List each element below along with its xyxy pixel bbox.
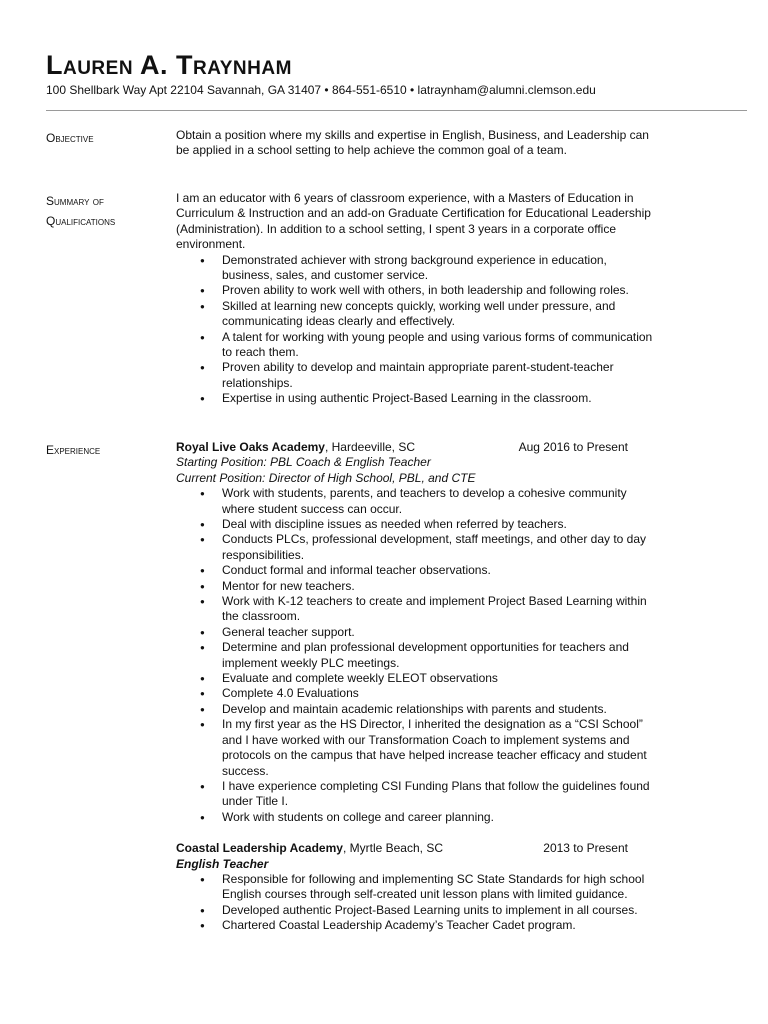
job-organization: Coastal Leadership Academy [176, 841, 343, 856]
summary-heading-line1: Summary of [46, 194, 104, 208]
summary-bullet: ● Expertise in using authentic Project-Based Learning in the classroom. [222, 391, 656, 406]
job-duty: ● Conduct formal and informal teacher observations. [222, 563, 656, 578]
objective-section [176, 128, 656, 159]
job-duty: ● In my first year as the HS Director, I inherited the designation as a “CSI School” and I have worked with our Transformation Coach to implement systems and protocols on the campus that have helped increase teacher efficacy and student success. [222, 717, 656, 779]
job-coastal-leadership [176, 841, 656, 933]
objective-text: Obtain a position where my skills and expertise in English, Business, and Leadership can be applied in a school setting to help achieve the common goal of a team. [176, 128, 649, 158]
summary-heading [46, 193, 166, 229]
job-duty: ● Mentor for new teachers. [222, 579, 656, 594]
job-location: , Hardeeville, SC [324, 440, 416, 454]
experience-heading [46, 442, 166, 458]
summary-bullet: ● Proven ability to work well with others, in both leadership and following roles. [222, 283, 656, 298]
job-current-position: Current Position: Director of High School, PBL, and CTE [176, 470, 476, 485]
header-divider [46, 110, 747, 111]
experience-heading-text: Experience [46, 443, 101, 457]
job-duty: ● Responsible for following and implementing SC State Standards for high school English courses through self-created unit lesson plans with limited guidance. [222, 872, 656, 903]
job-duty: ● Conducts PLCs, professional development, staff meetings, and other day to day responsibilities. [222, 532, 656, 563]
job-starting-position: Starting Position: PBL Coach & English Teacher [176, 455, 431, 470]
summary-section [176, 191, 656, 407]
job-duties-list [176, 486, 656, 825]
job-duty: ● Determine and plan professional development opportunities for teachers and implement weekly PLC meetings. [222, 640, 656, 671]
job-duty: ● Chartered Coastal Leadership Academy’s Teacher Cadet program. [222, 918, 656, 933]
job-duty: ● Developed authentic Project-Based Learning units to implement in all courses. [222, 903, 656, 918]
job-duty: ● Complete 4.0 Evaluations [222, 686, 656, 701]
summary-intro: I am an educator with 6 years of classroom experience, with a Masters of Education in Curriculum & Instruction and an add-on Graduate Certification for Educational Leadership (Administration). In addition to a school setting, I spent 3 years in a corporate office environment. [176, 191, 651, 252]
applicant-name: Lauren A. Traynham [46, 50, 292, 80]
job-header [176, 841, 656, 856]
job-position: English Teacher [176, 856, 269, 871]
objective-heading-text: Objective [46, 131, 94, 145]
job-dates: Aug 2016 to Present [518, 440, 628, 454]
job-header [176, 440, 656, 455]
job-duty: ● Develop and maintain academic relationships with parents and students. [222, 702, 656, 717]
job-duty: ● I have experience completing CSI Funding Plans that follow the guidelines found under Title I. [222, 779, 656, 810]
job-duty: ● Evaluate and complete weekly ELEOT observations [222, 671, 656, 686]
job-duty: ● Work with students on college and career planning. [222, 810, 656, 825]
summary-bullet-list [176, 253, 656, 407]
job-duty: ● Work with students, parents, and teachers to develop a cohesive community where student success can occur. [222, 486, 656, 517]
job-duty: ● Deal with discipline issues as needed when referred by teachers. [222, 517, 656, 532]
job-location: , Myrtle Beach, SC [342, 841, 443, 856]
job-duty: ● General teacher support. [222, 625, 656, 640]
summary-heading-line2: Qualifications [46, 214, 116, 228]
job-duties-list [176, 872, 656, 934]
summary-bullet: ● Proven ability to develop and maintain appropriate parent-student-teacher relationships. [222, 360, 656, 391]
summary-bullet: ● A talent for working with young people and using various forms of communication to reach them. [222, 330, 656, 361]
job-organization: Royal Live Oaks Academy [176, 440, 325, 454]
objective-heading [46, 130, 166, 146]
contact-line: 100 Shellbark Way Apt 22104 Savannah, GA 31407 • 864-551-6510 • latraynham@alumni.clemson.edu [46, 83, 596, 97]
job-royal-live-oaks [176, 440, 656, 825]
job-dates: 2013 to Present [543, 841, 628, 856]
summary-bullet: ● Skilled at learning new concepts quickly, working well under pressure, and communicating ideas clearly and effectively. [222, 299, 656, 330]
experience-section [176, 440, 656, 934]
job-duty: ● Work with K-12 teachers to create and implement Project Based Learning within the classroom. [222, 594, 656, 625]
summary-bullet: ● Demonstrated achiever with strong background experience in education, business, sales, and customer service. [222, 253, 656, 284]
